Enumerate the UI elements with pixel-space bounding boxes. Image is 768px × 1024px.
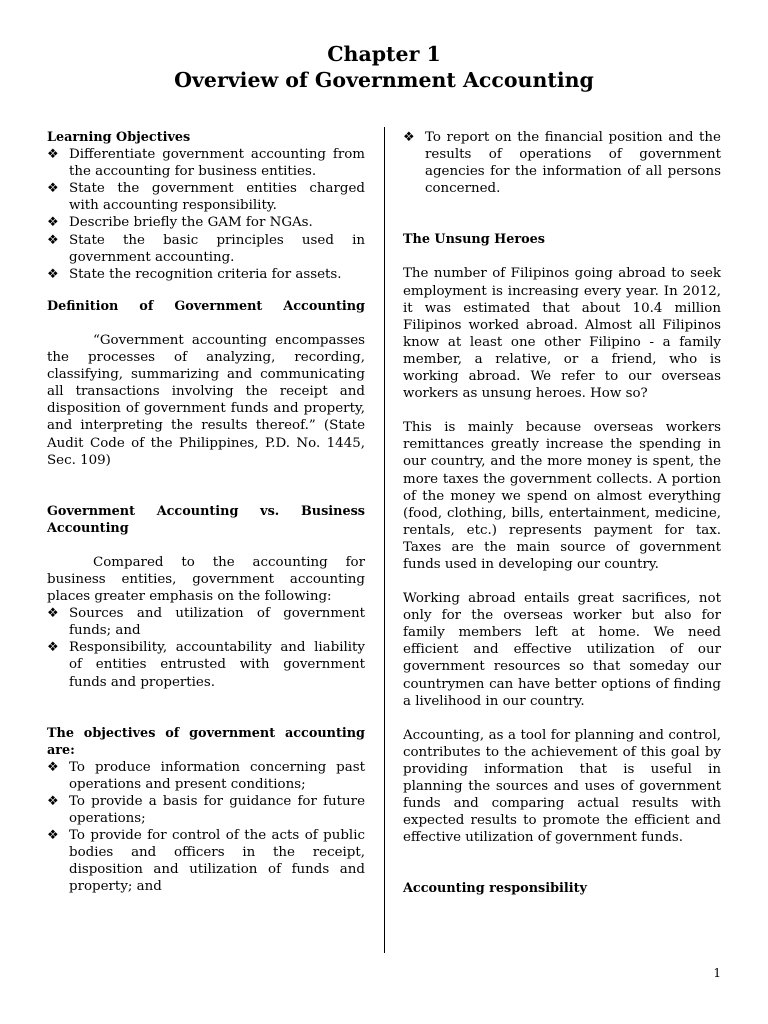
chapter-title — [0, 42, 768, 93]
list-item: ❖ To report on the financial position and the results of operations of government agencies for the information of all persons concerned. — [403, 130, 721, 197]
unsung-paragraph-2: This is mainly because overseas workers remittances greatly increase the spending in our country, and the more money is spent, the more taxes the government collects. A portion of the money we spend on almost everything (food, clothing, bills, entertainment, medicine, rentals, etc.) represents payment for tax. Taxes are the main source of government funds used in developing our country. — [403, 420, 721, 572]
list-item: ❖ To produce information concerning past operations and present conditions; — [47, 759, 365, 792]
column-divider — [384, 127, 385, 953]
diamond-bullet-icon: ❖ — [47, 606, 59, 622]
unsung-paragraph-1: The number of Filipinos going abroad to seek employment is increasing every year. In 2012, it was estimated that about 10.4 million Filipinos worked abroad. Almost all Filipinos know at least one other Filipino - a family member, a relative, or a friend, who is working abroad. We refer to our overseas workers as unsung heroes. How so? — [403, 266, 721, 402]
definition-paragraph: “Government accounting encompasses the processes of analyzing, recording, classifying, summarizing and communicating all transactions involving the receipt and disposition of government funds and property, and interpreting the results thereof.” (State Audit Code of the Philippines, P.D. No. 1445, Sec. 109) — [47, 332, 365, 468]
list-item: ❖ State the basic principles used in government accounting. — [47, 232, 365, 265]
diamond-bullet-icon: ❖ — [47, 232, 59, 248]
diamond-bullet-icon: ❖ — [47, 147, 59, 163]
diamond-bullet-icon: ❖ — [47, 266, 59, 282]
objectives-list-continued — [403, 129, 721, 197]
right-column — [403, 129, 721, 897]
comparison-list — [47, 605, 365, 690]
objectives-heading: The objectives of government accounting are: — [47, 725, 365, 758]
list-item: ❖ To provide a basis for guidance for future operations; — [47, 794, 365, 827]
diamond-bullet-icon: ❖ — [47, 215, 59, 231]
list-item: ❖ State the government entities charged with accounting responsibility. — [47, 181, 365, 214]
diamond-bullet-icon: ❖ — [47, 794, 59, 809]
comparison-paragraph: Compared to the accounting for business entities, government accounting places greater emphasis on the following: — [47, 554, 365, 605]
diamond-bullet-icon: ❖ — [403, 130, 415, 145]
list-item: ❖ Differentiate government accounting from the accounting for business entities. — [47, 147, 365, 180]
learning-objectives-heading: Learning Objectives — [47, 130, 191, 145]
objectives-list — [47, 759, 365, 896]
comparison-heading: Government Accounting vs. Business Accounting — [47, 503, 365, 536]
chapter-name: Overview of Government Accounting — [174, 67, 594, 92]
learning-objectives-list — [47, 146, 365, 283]
diamond-bullet-icon: ❖ — [47, 181, 59, 197]
diamond-bullet-icon: ❖ — [47, 828, 59, 844]
list-item: ❖ Describe briefly the GAM for NGAs. — [47, 215, 313, 231]
list-item: ❖ To provide for control of the acts of public bodies and officers in the receipt, disposition and utilization of funds and property; and — [47, 828, 365, 895]
diamond-bullet-icon: ❖ — [47, 640, 59, 656]
list-item: ❖ Sources and utilization of government funds; and — [47, 606, 365, 639]
page-number: 1 — [713, 966, 721, 980]
definition-heading: Definition of Government Accounting — [47, 298, 365, 314]
chapter-number: Chapter 1 — [327, 42, 441, 66]
unsung-heroes-heading: The Unsung Heroes — [403, 232, 545, 248]
list-item: ❖ Responsibility, accountability and liability of entities entrusted with government funds and properties. — [47, 640, 365, 690]
accounting-responsibility-heading: Accounting responsibility — [403, 881, 587, 897]
left-column — [47, 129, 365, 896]
unsung-paragraph-3: Working abroad entails great sacrifices, not only for the overseas worker but also for family members left at home. We need efficient and effective utilization of our government resources so that someday our countrymen can have better options of finding a livelihood in our country. — [403, 591, 721, 709]
list-item: ❖ State the recognition criteria for assets. — [47, 266, 342, 282]
unsung-paragraph-4: Accounting, as a tool for planning and control, contributes to the achievement of this goal by providing information that is useful in planning the sources and uses of government funds and comparing actual results with expected results to promote the efficient and effective utilization of government funds. — [403, 727, 721, 846]
diamond-bullet-icon: ❖ — [47, 759, 59, 775]
